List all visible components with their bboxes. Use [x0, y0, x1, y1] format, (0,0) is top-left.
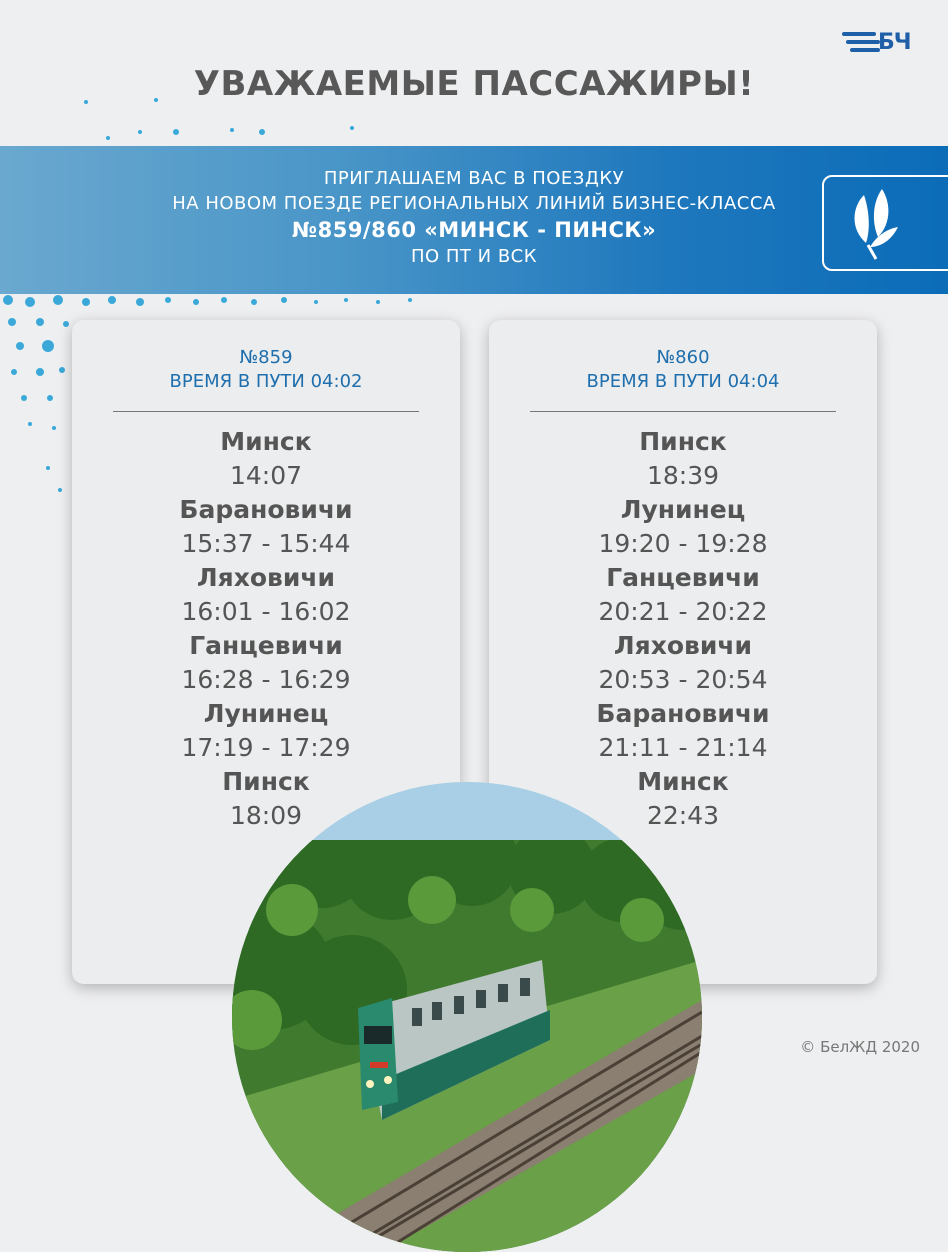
- divider: [113, 411, 419, 412]
- banner-line: ПО ПТ И ВСК: [410, 246, 538, 267]
- logo-text: БЧ: [878, 30, 911, 55]
- station-name: Лунинец: [620, 495, 746, 524]
- station-name: Ляховичи: [196, 563, 336, 592]
- train-number: №859: [239, 347, 293, 368]
- station-time: 14:07: [229, 461, 303, 490]
- stop-item: [489, 561, 877, 629]
- station-name: Минск: [220, 427, 312, 456]
- station-time: 21:11 - 21:14: [598, 733, 768, 762]
- stop-item: [72, 629, 460, 697]
- station-time: 17:19 - 17:29: [181, 733, 351, 762]
- emblem-box: [822, 175, 948, 271]
- station-time: 20:21 - 20:22: [598, 597, 768, 626]
- stop-item: [72, 493, 460, 561]
- station-name: Пинск: [222, 767, 310, 796]
- travel-time: ВРЕМЯ В ПУТИ 04:02: [169, 371, 363, 392]
- station-name: Барановичи: [179, 495, 353, 524]
- station-name: Пинск: [639, 427, 727, 456]
- station-time: 15:37 - 15:44: [181, 529, 351, 558]
- station-name: Минск: [637, 767, 729, 796]
- stop-item: [72, 561, 460, 629]
- train-illustration: [232, 840, 702, 1252]
- station-time: 22:43: [646, 801, 720, 830]
- station-name: Лунинец: [203, 699, 329, 728]
- travel-time: ВРЕМЯ В ПУТИ 04:04: [586, 371, 780, 392]
- station-time: 18:09: [229, 801, 303, 830]
- station-time: 20:53 - 20:54: [598, 665, 768, 694]
- station-name: Барановичи: [596, 699, 770, 728]
- train-photo: [232, 782, 702, 1252]
- stop-item: [489, 425, 877, 493]
- banner-line: НА НОВОМ ПОЕЗДЕ РЕГИОНАЛЬНЫХ ЛИНИЙ БИЗНЕС-КЛАССА: [172, 193, 776, 214]
- rail-logo-icon: [842, 28, 882, 58]
- tulip-flower-icon: [846, 185, 906, 263]
- station-time: 18:39: [646, 461, 720, 490]
- banner-train-route: №859/860 «МИНСК - ПИНСК»: [291, 218, 657, 242]
- stop-item: [72, 697, 460, 765]
- bch-logo: [842, 28, 920, 58]
- stop-item: [72, 425, 460, 493]
- station-time: 16:01 - 16:02: [181, 597, 351, 626]
- stop-item: [489, 629, 877, 697]
- station-time: 19:20 - 19:28: [598, 529, 768, 558]
- station-name: Ляховичи: [613, 631, 753, 660]
- page-title: УВАЖАЕМЫЕ ПАССАЖИРЫ!: [193, 64, 755, 104]
- stop-item: [489, 493, 877, 561]
- station-name: Ганцевичи: [606, 563, 760, 592]
- invitation-banner: [0, 146, 948, 294]
- copyright: © БелЖД 2020: [800, 1038, 920, 1056]
- train-number: №860: [656, 347, 710, 368]
- banner-line: ПРИГЛАШАЕМ ВАС В ПОЕЗДКУ: [323, 168, 625, 189]
- station-name: Ганцевичи: [189, 631, 343, 660]
- divider: [530, 411, 836, 412]
- stop-item: [489, 697, 877, 765]
- station-time: 16:28 - 16:29: [181, 665, 351, 694]
